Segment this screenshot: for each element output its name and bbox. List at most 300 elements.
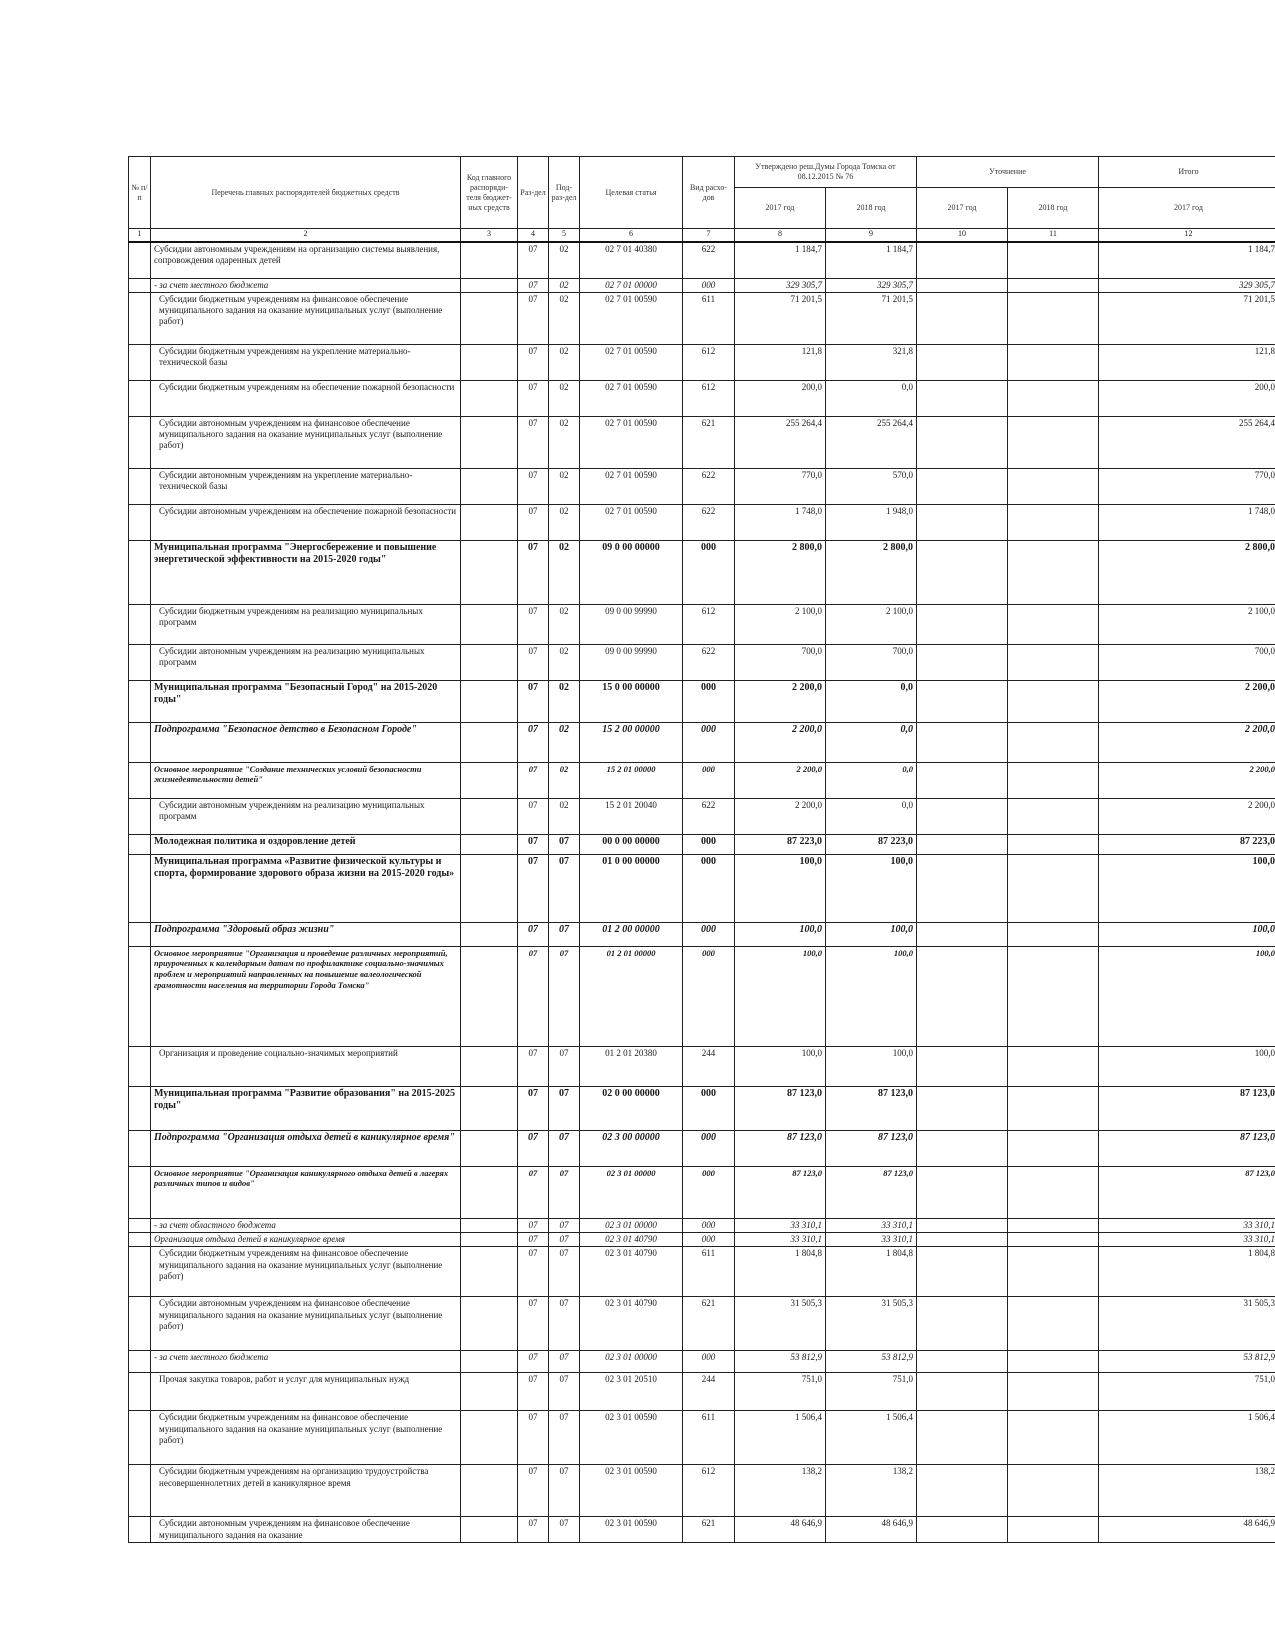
column-number-row (129, 229, 1275, 243)
cell-approved-2018: 31 505,3 (826, 1297, 917, 1351)
header-approved-2018: 2018 год (826, 188, 917, 229)
cell-approved-2017: 1 184,7 (735, 242, 826, 278)
cell-change-2018 (1008, 1297, 1099, 1351)
header-approved-2017: 2017 год (735, 188, 826, 229)
cell-change-2018 (1008, 834, 1099, 854)
cell-no (129, 1373, 151, 1411)
cell-razdel: 07 (518, 722, 549, 762)
cell-total-2017: 53 812,9 (1099, 1351, 1275, 1373)
cell-approved-2018: 1 804,8 (826, 1247, 917, 1297)
cell-no (129, 798, 151, 834)
header-article: Целевая статья (580, 157, 683, 229)
cell-article: 02 3 01 20510 (580, 1373, 683, 1411)
cell-no (129, 1166, 151, 1218)
cell-podrazdel: 07 (549, 1351, 580, 1373)
cell-code (461, 1351, 518, 1373)
cell-no (129, 854, 151, 922)
cell-change-2018 (1008, 1086, 1099, 1130)
cell-podrazdel: 02 (549, 292, 580, 344)
colnum-5: 5 (549, 229, 580, 243)
cell-approved-2017: 100,0 (735, 946, 826, 1046)
cell-type: 612 (683, 380, 735, 416)
cell-name: Основное мероприятие "Организация и проведение различных мероприятий, приуроченных к календарным датам по профилактике социально-значимых проблем и мероприятий направленных на повышение валеологической грамотности населения на территории Города Томска" (151, 946, 461, 1046)
cell-type: 612 (683, 604, 735, 644)
cell-article: 02 3 01 40790 (580, 1233, 683, 1247)
cell-code (461, 722, 518, 762)
cell-article: 02 3 01 00000 (580, 1351, 683, 1373)
cell-no (129, 1218, 151, 1232)
cell-approved-2017: 200,0 (735, 380, 826, 416)
table-row (129, 1373, 1275, 1411)
cell-total-2017: 138,2 (1099, 1465, 1275, 1517)
cell-change-2018 (1008, 722, 1099, 762)
cell-name: Субсидии автономным учреждениям на реализацию муниципальных программ (151, 644, 461, 680)
cell-change-2018 (1008, 1247, 1099, 1297)
table-row (129, 1130, 1275, 1166)
cell-razdel: 07 (518, 1351, 549, 1373)
cell-approved-2017: 138,2 (735, 1465, 826, 1517)
cell-change-2018 (1008, 292, 1099, 344)
cell-approved-2017: 2 800,0 (735, 540, 826, 604)
cell-no (129, 1351, 151, 1373)
header-change-2017: 2017 год (917, 188, 1008, 229)
cell-code (461, 1130, 518, 1166)
cell-change-2017 (917, 1218, 1008, 1232)
cell-type: 622 (683, 798, 735, 834)
cell-razdel: 07 (518, 1517, 549, 1543)
cell-change-2017 (917, 854, 1008, 922)
cell-code (461, 798, 518, 834)
header-code: Код главного распоряди-теля бюджет-ных средств (461, 157, 518, 229)
cell-type: 244 (683, 1046, 735, 1086)
cell-code (461, 344, 518, 380)
cell-change-2018 (1008, 1046, 1099, 1086)
cell-podrazdel: 07 (549, 854, 580, 922)
cell-no (129, 416, 151, 468)
cell-approved-2017: 48 646,9 (735, 1517, 826, 1543)
cell-approved-2018: 255 264,4 (826, 416, 917, 468)
cell-code (461, 1233, 518, 1247)
cell-razdel: 07 (518, 762, 549, 798)
cell-razdel: 07 (518, 644, 549, 680)
colnum-6: 6 (580, 229, 683, 243)
cell-name: Муниципальная программа "Энергосбережение и повышение энергетической эффективности на 2015-2020 годы" (151, 540, 461, 604)
cell-type: 622 (683, 242, 735, 278)
colnum-2: 2 (151, 229, 461, 243)
cell-approved-2018: 0,0 (826, 722, 917, 762)
cell-razdel: 07 (518, 468, 549, 504)
cell-total-2017: 2 100,0 (1099, 604, 1275, 644)
cell-change-2017 (917, 292, 1008, 344)
cell-change-2017 (917, 946, 1008, 1046)
cell-approved-2018: 53 812,9 (826, 1351, 917, 1373)
cell-type: 000 (683, 762, 735, 798)
cell-type: 612 (683, 1465, 735, 1517)
cell-change-2018 (1008, 854, 1099, 922)
cell-change-2018 (1008, 762, 1099, 798)
table-row (129, 292, 1275, 344)
cell-change-2018 (1008, 604, 1099, 644)
cell-no (129, 1247, 151, 1297)
cell-approved-2018: 87 123,0 (826, 1166, 917, 1218)
cell-total-2017: 33 310,1 (1099, 1218, 1275, 1232)
cell-podrazdel: 02 (549, 680, 580, 722)
cell-podrazdel: 02 (549, 798, 580, 834)
cell-change-2017 (917, 504, 1008, 540)
cell-article: 02 3 01 00000 (580, 1166, 683, 1218)
cell-type: 000 (683, 540, 735, 604)
cell-total-2017: 100,0 (1099, 1046, 1275, 1086)
colnum-8: 8 (735, 229, 826, 243)
cell-total-2017: 33 310,1 (1099, 1233, 1275, 1247)
cell-change-2017 (917, 1517, 1008, 1543)
cell-change-2017 (917, 1373, 1008, 1411)
header-approved: Утверждено реш.Думы Города Томска от 08.12.2015 № 76 (735, 157, 917, 188)
cell-razdel: 07 (518, 380, 549, 416)
cell-type: 622 (683, 468, 735, 504)
table-row (129, 540, 1275, 604)
cell-podrazdel: 07 (549, 1373, 580, 1411)
cell-change-2018 (1008, 1166, 1099, 1218)
cell-change-2018 (1008, 416, 1099, 468)
cell-approved-2017: 2 200,0 (735, 722, 826, 762)
cell-change-2017 (917, 1247, 1008, 1297)
cell-change-2018 (1008, 380, 1099, 416)
table-row (129, 416, 1275, 468)
cell-type: 621 (683, 416, 735, 468)
cell-article: 02 3 00 00000 (580, 1130, 683, 1166)
cell-no (129, 680, 151, 722)
cell-approved-2018: 0,0 (826, 680, 917, 722)
cell-total-2017: 31 505,3 (1099, 1297, 1275, 1351)
cell-article: 01 2 00 00000 (580, 922, 683, 946)
cell-change-2017 (917, 242, 1008, 278)
cell-change-2017 (917, 722, 1008, 762)
cell-approved-2018: 0,0 (826, 380, 917, 416)
cell-total-2017: 2 200,0 (1099, 762, 1275, 798)
cell-code (461, 416, 518, 468)
cell-approved-2018: 700,0 (826, 644, 917, 680)
cell-total-2017: 100,0 (1099, 922, 1275, 946)
table-row (129, 1517, 1275, 1543)
cell-type: 612 (683, 344, 735, 380)
colnum-1: 1 (129, 229, 151, 243)
cell-code (461, 946, 518, 1046)
cell-name: Субсидии бюджетным учреждениям на финансовое обеспечение муниципального задания на оказание муниципальных услуг (выполнение работ) (151, 1411, 461, 1465)
table-row (129, 946, 1275, 1046)
header-total: Итого (1099, 157, 1275, 188)
cell-razdel: 07 (518, 798, 549, 834)
cell-change-2018 (1008, 468, 1099, 504)
cell-article: 02 3 01 00590 (580, 1465, 683, 1517)
cell-total-2017: 87 123,0 (1099, 1130, 1275, 1166)
cell-code (461, 468, 518, 504)
cell-change-2017 (917, 680, 1008, 722)
cell-approved-2018: 1 506,4 (826, 1411, 917, 1465)
cell-total-2017: 770,0 (1099, 468, 1275, 504)
cell-change-2018 (1008, 1373, 1099, 1411)
cell-type: 611 (683, 1247, 735, 1297)
cell-no (129, 1517, 151, 1543)
cell-no (129, 1233, 151, 1247)
budget-table (128, 156, 1275, 1543)
cell-article: 02 3 01 00000 (580, 1218, 683, 1232)
cell-approved-2018: 1 184,7 (826, 242, 917, 278)
cell-name: Муниципальная программа «Развитие физической культуры и спорта, формирование здорового образа жизни на 2015-2020 годы» (151, 854, 461, 922)
table-row (129, 1046, 1275, 1086)
cell-name: Организация отдыха детей в каникулярное время (151, 1233, 461, 1247)
cell-approved-2018: 87 123,0 (826, 1086, 917, 1130)
cell-name: Субсидии автономным учреждениям на финансовое обеспечение муниципального задания на оказание муниципальных услуг (выполнение работ) (151, 416, 461, 468)
cell-code (461, 504, 518, 540)
cell-code (461, 680, 518, 722)
cell-change-2017 (917, 762, 1008, 798)
cell-razdel: 07 (518, 1373, 549, 1411)
cell-change-2017 (917, 344, 1008, 380)
cell-podrazdel: 07 (549, 1247, 580, 1297)
cell-approved-2017: 751,0 (735, 1373, 826, 1411)
table-row (129, 1247, 1275, 1297)
cell-approved-2018: 0,0 (826, 762, 917, 798)
cell-article: 02 7 01 00000 (580, 278, 683, 292)
cell-no (129, 1046, 151, 1086)
cell-change-2018 (1008, 1411, 1099, 1465)
cell-change-2017 (917, 1166, 1008, 1218)
cell-name: Субсидии автономным учреждениям на организацию системы выявления, сопровождения одаренных детей (151, 242, 461, 278)
cell-article: 02 7 01 00590 (580, 292, 683, 344)
cell-change-2017 (917, 1297, 1008, 1351)
table-row (129, 604, 1275, 644)
cell-approved-2017: 1 804,8 (735, 1247, 826, 1297)
cell-change-2017 (917, 1411, 1008, 1465)
cell-razdel: 07 (518, 278, 549, 292)
cell-total-2017: 2 200,0 (1099, 680, 1275, 722)
table-row (129, 1166, 1275, 1218)
cell-total-2017: 1 804,8 (1099, 1247, 1275, 1297)
cell-code (461, 922, 518, 946)
table-row (129, 722, 1275, 762)
cell-approved-2017: 770,0 (735, 468, 826, 504)
cell-approved-2017: 87 123,0 (735, 1086, 826, 1130)
cell-change-2018 (1008, 504, 1099, 540)
cell-name: Субсидии бюджетным учреждениям на обеспечение пожарной безопасности (151, 380, 461, 416)
cell-code (461, 1517, 518, 1543)
cell-change-2018 (1008, 1130, 1099, 1166)
table-row (129, 922, 1275, 946)
cell-total-2017: 1 506,4 (1099, 1411, 1275, 1465)
cell-razdel: 07 (518, 854, 549, 922)
cell-change-2017 (917, 604, 1008, 644)
cell-total-2017: 48 646,9 (1099, 1517, 1275, 1543)
colnum-7: 7 (683, 229, 735, 243)
cell-no (129, 242, 151, 278)
cell-approved-2017: 255 264,4 (735, 416, 826, 468)
cell-change-2018 (1008, 278, 1099, 292)
cell-approved-2017: 700,0 (735, 644, 826, 680)
table-row (129, 1218, 1275, 1232)
cell-change-2017 (917, 798, 1008, 834)
cell-article: 02 7 01 00590 (580, 380, 683, 416)
header-razdel: Раз-дел (518, 157, 549, 229)
cell-approved-2018: 87 223,0 (826, 834, 917, 854)
cell-razdel: 07 (518, 1411, 549, 1465)
cell-approved-2018: 87 123,0 (826, 1130, 917, 1166)
cell-name: Субсидии автономным учреждениям на обеспечение пожарной безопасности (151, 504, 461, 540)
cell-approved-2018: 33 310,1 (826, 1233, 917, 1247)
cell-code (461, 834, 518, 854)
cell-change-2017 (917, 1233, 1008, 1247)
cell-type: 000 (683, 1351, 735, 1373)
cell-podrazdel: 07 (549, 1465, 580, 1517)
cell-name: Основное мероприятие "Организация каникулярного отдыха детей в лагерях различных типов и видов" (151, 1166, 461, 1218)
cell-podrazdel: 02 (549, 468, 580, 504)
table-row (129, 680, 1275, 722)
cell-approved-2017: 1 506,4 (735, 1411, 826, 1465)
cell-change-2017 (917, 1465, 1008, 1517)
table-row (129, 344, 1275, 380)
cell-approved-2018: 0,0 (826, 798, 917, 834)
cell-change-2017 (917, 540, 1008, 604)
cell-approved-2018: 2 100,0 (826, 604, 917, 644)
cell-razdel: 07 (518, 1297, 549, 1351)
cell-approved-2017: 71 201,5 (735, 292, 826, 344)
cell-approved-2017: 1 748,0 (735, 504, 826, 540)
cell-approved-2018: 100,0 (826, 854, 917, 922)
table-row (129, 762, 1275, 798)
cell-article: 02 0 00 00000 (580, 1086, 683, 1130)
cell-podrazdel: 02 (549, 416, 580, 468)
cell-approved-2017: 87 223,0 (735, 834, 826, 854)
cell-no (129, 722, 151, 762)
cell-approved-2017: 100,0 (735, 1046, 826, 1086)
cell-code (461, 1218, 518, 1232)
cell-type: 000 (683, 680, 735, 722)
table-row (129, 1465, 1275, 1517)
cell-article: 02 3 01 40790 (580, 1247, 683, 1297)
colnum-12: 12 (1099, 229, 1275, 243)
cell-total-2017: 87 123,0 (1099, 1086, 1275, 1130)
cell-total-2017: 1 184,7 (1099, 242, 1275, 278)
cell-article: 01 2 01 00000 (580, 946, 683, 1046)
cell-razdel: 07 (518, 1465, 549, 1517)
cell-no (129, 380, 151, 416)
cell-change-2017 (917, 644, 1008, 680)
cell-change-2017 (917, 380, 1008, 416)
cell-no (129, 1411, 151, 1465)
cell-approved-2018: 321,8 (826, 344, 917, 380)
cell-total-2017: 100,0 (1099, 854, 1275, 922)
cell-podrazdel: 02 (549, 278, 580, 292)
cell-no (129, 1465, 151, 1517)
cell-code (461, 1247, 518, 1297)
cell-code (461, 1465, 518, 1517)
cell-name: Субсидии бюджетным учреждениям на финансовое обеспечение муниципального задания на оказание муниципальных услуг (выполнение работ) (151, 1247, 461, 1297)
cell-approved-2017: 100,0 (735, 854, 826, 922)
cell-approved-2017: 121,8 (735, 344, 826, 380)
cell-approved-2017: 87 123,0 (735, 1166, 826, 1218)
cell-name: - за счет областного бюджета (151, 1218, 461, 1232)
cell-article: 02 7 01 00590 (580, 468, 683, 504)
header-change-2018: 2018 год (1008, 188, 1099, 229)
cell-type: 000 (683, 1166, 735, 1218)
cell-approved-2017: 2 200,0 (735, 762, 826, 798)
cell-razdel: 07 (518, 604, 549, 644)
colnum-9: 9 (826, 229, 917, 243)
cell-no (129, 1086, 151, 1130)
cell-no (129, 344, 151, 380)
colnum-10: 10 (917, 229, 1008, 243)
cell-podrazdel: 07 (549, 1297, 580, 1351)
cell-code (461, 380, 518, 416)
cell-approved-2018: 329 305,7 (826, 278, 917, 292)
cell-no (129, 946, 151, 1046)
cell-article: 02 7 01 00590 (580, 504, 683, 540)
cell-code (461, 1086, 518, 1130)
cell-change-2017 (917, 416, 1008, 468)
table-body (129, 229, 1275, 1543)
cell-approved-2017: 2 100,0 (735, 604, 826, 644)
colnum-4: 4 (518, 229, 549, 243)
cell-approved-2017: 2 200,0 (735, 680, 826, 722)
cell-podrazdel: 07 (549, 1517, 580, 1543)
cell-approved-2017: 87 123,0 (735, 1130, 826, 1166)
cell-type: 611 (683, 292, 735, 344)
cell-type: 000 (683, 722, 735, 762)
cell-podrazdel: 07 (549, 1130, 580, 1166)
table-row (129, 1297, 1275, 1351)
cell-change-2017 (917, 278, 1008, 292)
cell-change-2018 (1008, 1351, 1099, 1373)
cell-article: 02 7 01 40380 (580, 242, 683, 278)
table-row (129, 644, 1275, 680)
cell-change-2017 (917, 1086, 1008, 1130)
cell-approved-2018: 1 948,0 (826, 504, 917, 540)
cell-approved-2018: 138,2 (826, 1465, 917, 1517)
cell-name: Основное мероприятие "Создание технических условий безопасности жизнедеятельности детей" (151, 762, 461, 798)
cell-approved-2018: 71 201,5 (826, 292, 917, 344)
cell-type: 000 (683, 1233, 735, 1247)
cell-change-2018 (1008, 644, 1099, 680)
cell-razdel: 07 (518, 242, 549, 278)
cell-article: 02 3 01 00590 (580, 1517, 683, 1543)
cell-total-2017: 71 201,5 (1099, 292, 1275, 344)
cell-razdel: 07 (518, 1247, 549, 1297)
cell-podrazdel: 02 (549, 604, 580, 644)
cell-name: Подпрограмма "Организация отдыха детей в каникулярное время" (151, 1130, 461, 1166)
cell-code (461, 644, 518, 680)
cell-no (129, 762, 151, 798)
cell-total-2017: 2 800,0 (1099, 540, 1275, 604)
cell-total-2017: 700,0 (1099, 644, 1275, 680)
cell-approved-2018: 100,0 (826, 922, 917, 946)
table-row (129, 1411, 1275, 1465)
cell-type: 000 (683, 922, 735, 946)
cell-razdel: 07 (518, 504, 549, 540)
cell-type: 621 (683, 1517, 735, 1543)
cell-change-2018 (1008, 242, 1099, 278)
cell-change-2018 (1008, 1517, 1099, 1543)
cell-podrazdel: 07 (549, 1086, 580, 1130)
budget-sheet (128, 156, 1275, 1543)
cell-name: Муниципальная программа "Безопасный Город" на 2015-2020 годы" (151, 680, 461, 722)
cell-podrazdel: 02 (549, 722, 580, 762)
cell-name: Организация и проведение социально-значимых мероприятий (151, 1046, 461, 1086)
cell-razdel: 07 (518, 540, 549, 604)
cell-code (461, 854, 518, 922)
cell-name: Молодежная политика и оздоровление детей (151, 834, 461, 854)
cell-type: 244 (683, 1373, 735, 1411)
cell-change-2018 (1008, 344, 1099, 380)
